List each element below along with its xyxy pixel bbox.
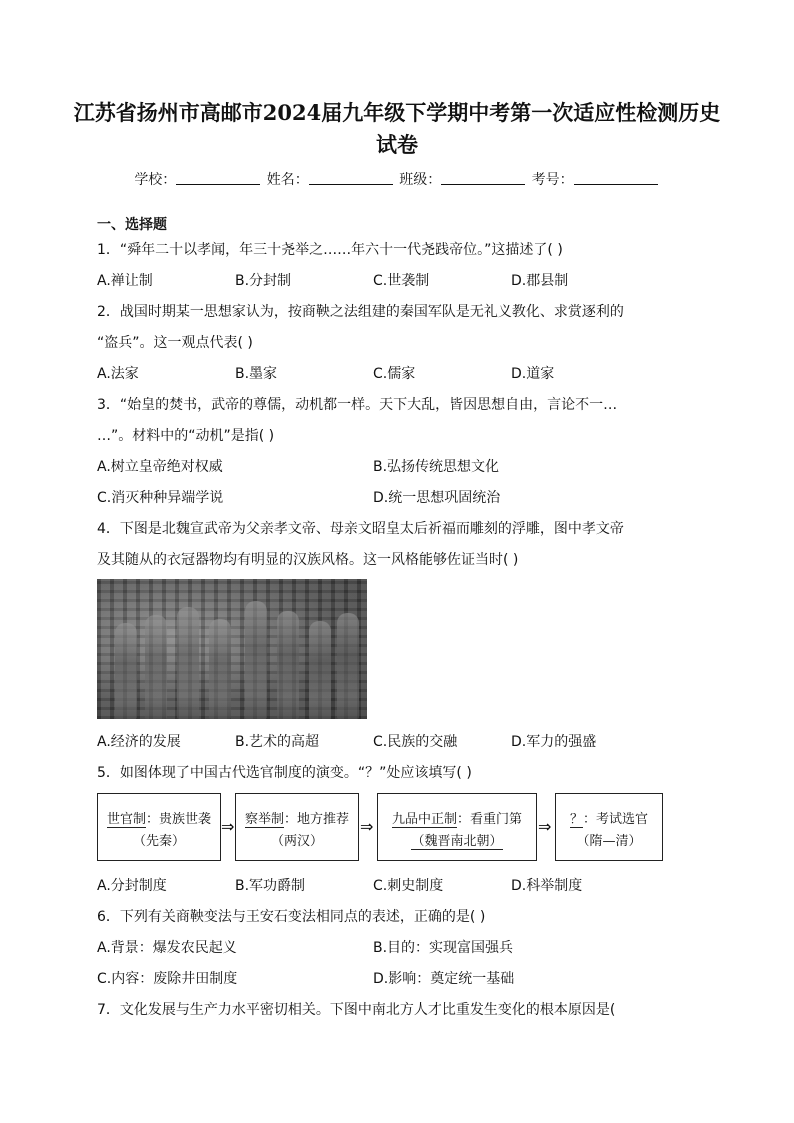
flow-step-3-era: （魏晋南北朝） xyxy=(411,834,503,849)
flow-step-1 xyxy=(97,793,221,861)
flow-step-3-name: 九品中正制 xyxy=(391,812,457,827)
flow-step-2-name: 察举制 xyxy=(244,812,284,827)
q1-option-d[interactable]: D.郡县制 xyxy=(511,273,569,289)
title-line-2: 试卷 xyxy=(376,132,418,157)
question-3-line-2: …”。材料中的“动机”是指( ) xyxy=(97,428,275,444)
question-7-text: 7．文化发展与生产力水平密切相关。下图中南北方人才比重发生变化的根本原因是( xyxy=(97,1002,616,1018)
q4-option-b[interactable]: B.艺术的高超 xyxy=(235,734,320,750)
flow-step-4 xyxy=(555,793,663,861)
flow-step-1-name: 世官制 xyxy=(106,812,146,827)
name-label: 姓名： xyxy=(266,172,309,188)
question-2-line-2: “盗兵”。这一观点代表( ) xyxy=(97,335,253,351)
question-3-line-1: 3．“始皇的焚书，武帝的尊儒，动机都一样。天下大乱，皆因思想自由，言论不一… xyxy=(97,397,618,413)
flow-step-2 xyxy=(235,793,359,861)
school-blank[interactable] xyxy=(176,170,260,185)
q3-option-c[interactable]: C.消灭种种异端学说 xyxy=(97,490,224,506)
flow-step-4-desc: ：考试选官 xyxy=(583,812,649,827)
exam-title xyxy=(60,97,734,161)
q2-option-b[interactable]: B.墨家 xyxy=(235,366,278,382)
q5-option-c[interactable]: C.刺史制度 xyxy=(373,878,444,894)
q6-option-a[interactable]: A.背景：爆发农民起义 xyxy=(97,940,237,956)
flow-arrow-3: ⇒ xyxy=(538,817,552,836)
question-4-line-2: 及其随从的衣冠器物均有明显的汉族风格。这一风格能够佐证当时( ) xyxy=(97,552,519,568)
class-blank[interactable] xyxy=(441,170,525,185)
question-1-text: 1．“舜年二十以孝闻，年三十尧举之……年六十一代尧践帝位。”这描述了( ) xyxy=(97,242,563,258)
number-label: 考号： xyxy=(531,172,574,188)
class-label: 班级： xyxy=(399,172,442,188)
name-blank[interactable] xyxy=(309,170,393,185)
q3-option-b[interactable]: B.弘扬传统思想文化 xyxy=(373,459,500,475)
q6-option-c[interactable]: C.内容：废除井田制度 xyxy=(97,971,238,987)
q4-option-c[interactable]: C.民族的交融 xyxy=(373,734,458,750)
q2-option-d[interactable]: D.道家 xyxy=(511,366,555,382)
q5-option-a[interactable]: A.分封制度 xyxy=(97,878,167,894)
section-heading-choice: 一、选择题 xyxy=(97,217,167,233)
flow-step-2-desc: ：地方推荐 xyxy=(284,812,350,827)
question-5-text: 5．如图体现了中国古代选官制度的演变。“？”处应该填写( ) xyxy=(97,765,472,781)
flow-arrow-2: ⇒ xyxy=(360,817,374,836)
flow-arrow-1: ⇒ xyxy=(221,817,235,836)
flow-step-1-desc: ：贵族世袭 xyxy=(146,812,212,827)
q3-option-d[interactable]: D.统一思想巩固统治 xyxy=(373,490,501,506)
question-2-line-1: 2．战国时期某一思想家认为，按商鞅之法组建的秦国军队是无礼义教化、求赏逐利的 xyxy=(97,304,624,320)
q6-option-b[interactable]: B.目的：实现富国强兵 xyxy=(373,940,514,956)
number-blank[interactable] xyxy=(574,170,658,185)
q1-option-b[interactable]: B.分封制 xyxy=(235,273,292,289)
q1-option-a[interactable]: A.禅让制 xyxy=(97,273,153,289)
flow-step-2-era: （两汉） xyxy=(270,834,323,849)
flow-step-4-era: （隋—清） xyxy=(576,834,642,849)
question-4-line-1: 4．下图是北魏宣武帝为父亲孝文帝、母亲文昭皇太后祈福而雕刻的浮雕，图中孝文帝 xyxy=(97,521,624,537)
q3-option-a[interactable]: A.树立皇帝绝对权威 xyxy=(97,459,223,475)
q5-option-b[interactable]: B.军功爵制 xyxy=(235,878,306,894)
q1-option-c[interactable]: C.世袭制 xyxy=(373,273,430,289)
q2-option-c[interactable]: C.儒家 xyxy=(373,366,416,382)
relief-sculpture-image xyxy=(97,579,367,719)
school-label: 学校： xyxy=(134,172,177,188)
flow-step-1-era: （先秦） xyxy=(132,834,185,849)
q4-option-a[interactable]: A.经济的发展 xyxy=(97,734,181,750)
q2-option-a[interactable]: A.法家 xyxy=(97,366,139,382)
title-line-1: 江苏省扬州市高邮市2024届九年级下学期中考第一次适应性检测历史 xyxy=(73,100,721,125)
student-info-row xyxy=(0,170,794,190)
flow-step-3 xyxy=(377,793,537,861)
q6-option-d[interactable]: D.影响：奠定统一基础 xyxy=(373,971,515,987)
flow-step-3-desc: ：看重门第 xyxy=(457,812,523,827)
question-6-text: 6．下列有关商鞅变法与王安石变法相同点的表述，正确的是( ) xyxy=(97,909,486,925)
flow-step-4-name: ？ xyxy=(569,812,583,827)
q4-option-d[interactable]: D.军力的强盛 xyxy=(511,734,597,750)
q5-option-d[interactable]: D.科举制度 xyxy=(511,878,583,894)
